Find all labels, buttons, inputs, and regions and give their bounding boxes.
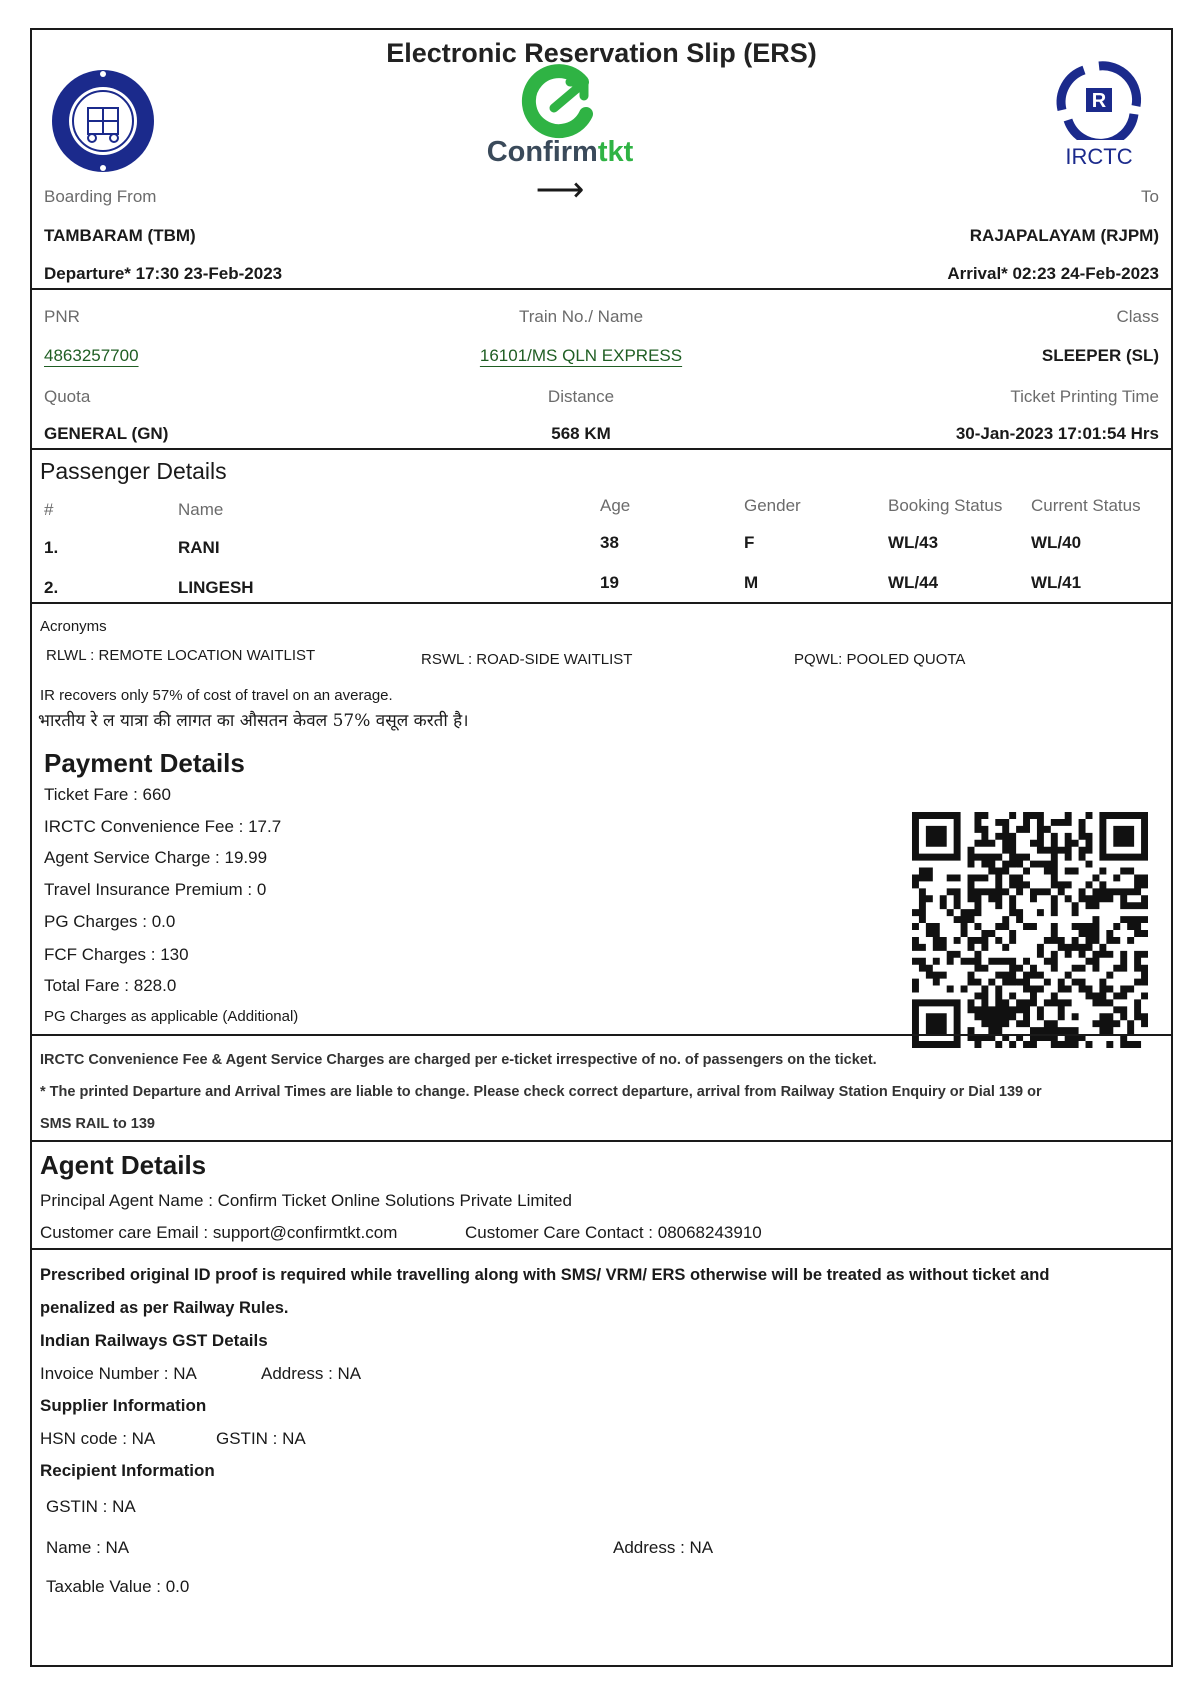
passenger-current-status: WL/40 bbox=[1031, 533, 1082, 552]
to-station: RAJAPALAYAM (RJPM) bbox=[969, 226, 1159, 245]
taxable-value: Taxable Value : 0.0 bbox=[46, 1577, 190, 1596]
id-proof-notice: Prescribed original ID proof is required while travelling along with SMS/ VRM/ ERS otherwise will be treated as without ticket and bbox=[40, 1266, 1050, 1284]
to-label: To bbox=[1141, 187, 1159, 206]
fcf-charges: FCF Charges : 130 bbox=[44, 945, 189, 964]
departure-time: Departure* 17:30 23-Feb-2023 bbox=[44, 264, 283, 283]
print-time-value: 30-Jan-2023 17:01:54 Hrs bbox=[955, 424, 1159, 443]
id-proof-notice-cont: penalized as per Railway Rules. bbox=[40, 1299, 289, 1317]
divider bbox=[32, 1140, 1171, 1142]
passenger-booking-status: WL/44 bbox=[888, 573, 939, 592]
recipient-info-title: Recipient Information bbox=[40, 1461, 215, 1480]
divider bbox=[32, 288, 1171, 290]
passenger-gender: F bbox=[744, 533, 755, 552]
confirmtkt-wordmark bbox=[480, 136, 640, 169]
irctc-logo bbox=[1054, 60, 1144, 140]
pg-charges: PG Charges : 0.0 bbox=[44, 912, 176, 931]
page-title: Electronic Reservation Slip (ERS) bbox=[386, 38, 817, 68]
acronym-pqwl: PQWL: POOLED QUOTA bbox=[794, 651, 966, 668]
irctc-label: IRCTC bbox=[1065, 144, 1133, 169]
arrival-time: Arrival* 02:23 24-Feb-2023 bbox=[947, 264, 1159, 283]
from-station: TAMBARAM (TBM) bbox=[44, 226, 196, 245]
brand-tkt: tkt bbox=[597, 136, 634, 168]
hsn-code: HSN code : NA bbox=[40, 1429, 156, 1448]
print-time-label: Ticket Printing Time bbox=[1010, 387, 1159, 406]
pg-charges-note: PG Charges as applicable (Additional) bbox=[44, 1008, 299, 1025]
quota-value: GENERAL (GN) bbox=[44, 424, 169, 443]
cost-recovery-note-hi: भारतीय रे ल यात्रा की लागत का औसतन केवल 57% वसूल करती है। bbox=[38, 711, 469, 731]
recipient-gstin: GSTIN : NA bbox=[46, 1497, 136, 1516]
agent-details-title: Agent Details bbox=[40, 1150, 207, 1180]
cost-recovery-note-en: IR recovers only 57% of cost of travel on an average. bbox=[40, 687, 393, 704]
insurance-premium: Travel Insurance Premium : 0 bbox=[44, 880, 267, 899]
ticket-fare: Ticket Fare : 660 bbox=[44, 785, 171, 804]
recipient-address: Address : NA bbox=[613, 1538, 714, 1557]
customer-care-email: Customer care Email : support@confirmtkt.com bbox=[40, 1223, 398, 1242]
acronym-rswl: RSWL : ROAD-SIDE WAITLIST bbox=[421, 651, 633, 668]
recipient-name: Name : NA bbox=[46, 1538, 130, 1557]
passenger-booking-status: WL/43 bbox=[888, 533, 939, 552]
col-header-age: Age bbox=[600, 496, 631, 515]
col-header-number: # bbox=[44, 500, 54, 519]
passenger-number: 1. bbox=[44, 538, 59, 557]
col-header-current-status: Current Status bbox=[1031, 496, 1141, 515]
customer-care-contact: Customer Care Contact : 08068243910 bbox=[465, 1223, 762, 1242]
payment-details-title: Payment Details bbox=[44, 748, 245, 778]
distance-value: 568 KM bbox=[551, 424, 611, 443]
confirmtkt-logo-icon bbox=[520, 64, 600, 144]
invoice-number: Invoice Number : NA bbox=[40, 1364, 197, 1383]
supplier-gstin: GSTIN : NA bbox=[216, 1429, 306, 1448]
supplier-info-title: Supplier Information bbox=[40, 1396, 207, 1415]
svg-text:R: R bbox=[1091, 90, 1107, 112]
acronyms-title: Acronyms bbox=[40, 618, 107, 635]
quota-label: Quota bbox=[44, 387, 91, 406]
divider bbox=[32, 448, 1171, 450]
gst-details-title: Indian Railways GST Details bbox=[40, 1331, 268, 1350]
col-header-gender: Gender bbox=[744, 496, 801, 515]
convenience-fee-note: IRCTC Convenience Fee & Agent Service Charges are charged per e-ticket irrespective of no. of passengers on the ticket. bbox=[40, 1052, 877, 1068]
divider bbox=[32, 1248, 1171, 1250]
col-header-booking-status: Booking Status bbox=[888, 496, 1003, 515]
timing-change-note: * The printed Departure and Arrival Times are liable to change. Please check correct departure, arrival from Railway Station Enquiry or Dial 139 or bbox=[40, 1084, 1042, 1100]
train-label: Train No./ Name bbox=[518, 307, 644, 326]
class-label: Class bbox=[1116, 307, 1159, 326]
journey-arrow-icon: ⟶ bbox=[535, 171, 585, 209]
boarding-from-label: Boarding From bbox=[44, 187, 157, 206]
divider bbox=[32, 1034, 1171, 1036]
sms-rail-note: SMS RAIL to 139 bbox=[40, 1116, 155, 1132]
brand-confirm: Confirm bbox=[486, 136, 598, 168]
gst-address: Address : NA bbox=[261, 1364, 362, 1383]
col-header-name: Name bbox=[178, 500, 224, 519]
distance-label: Distance bbox=[547, 387, 615, 406]
passenger-gender: M bbox=[744, 573, 759, 592]
passenger-current-status: WL/41 bbox=[1031, 573, 1082, 592]
divider bbox=[32, 602, 1171, 604]
ers-ticket bbox=[30, 28, 1173, 1667]
pnr-number[interactable]: 4863257700 bbox=[44, 346, 139, 365]
passenger-age: 38 bbox=[600, 533, 619, 552]
passenger-details-title: Passenger Details bbox=[40, 458, 227, 484]
passenger-name: LINGESH bbox=[178, 578, 254, 597]
train-name[interactable]: 16101/MS QLN EXPRESS bbox=[479, 346, 683, 365]
agent-service-charge: Agent Service Charge : 19.99 bbox=[44, 848, 268, 867]
acronym-rlwl: RLWL : REMOTE LOCATION WAITLIST bbox=[46, 647, 316, 664]
passenger-age: 19 bbox=[600, 573, 619, 592]
principal-agent-name: Principal Agent Name : Confirm Ticket Online Solutions Private Limited bbox=[40, 1191, 572, 1210]
passenger-number: 2. bbox=[44, 578, 59, 597]
passenger-name: RANI bbox=[178, 538, 220, 557]
qr-code bbox=[911, 812, 1149, 1048]
convenience-fee: IRCTC Convenience Fee : 17.7 bbox=[44, 817, 282, 836]
indian-railways-logo bbox=[50, 68, 156, 174]
total-fare: Total Fare : 828.0 bbox=[44, 976, 177, 995]
pnr-label: PNR bbox=[44, 307, 80, 326]
class-value: SLEEPER (SL) bbox=[1041, 346, 1159, 365]
